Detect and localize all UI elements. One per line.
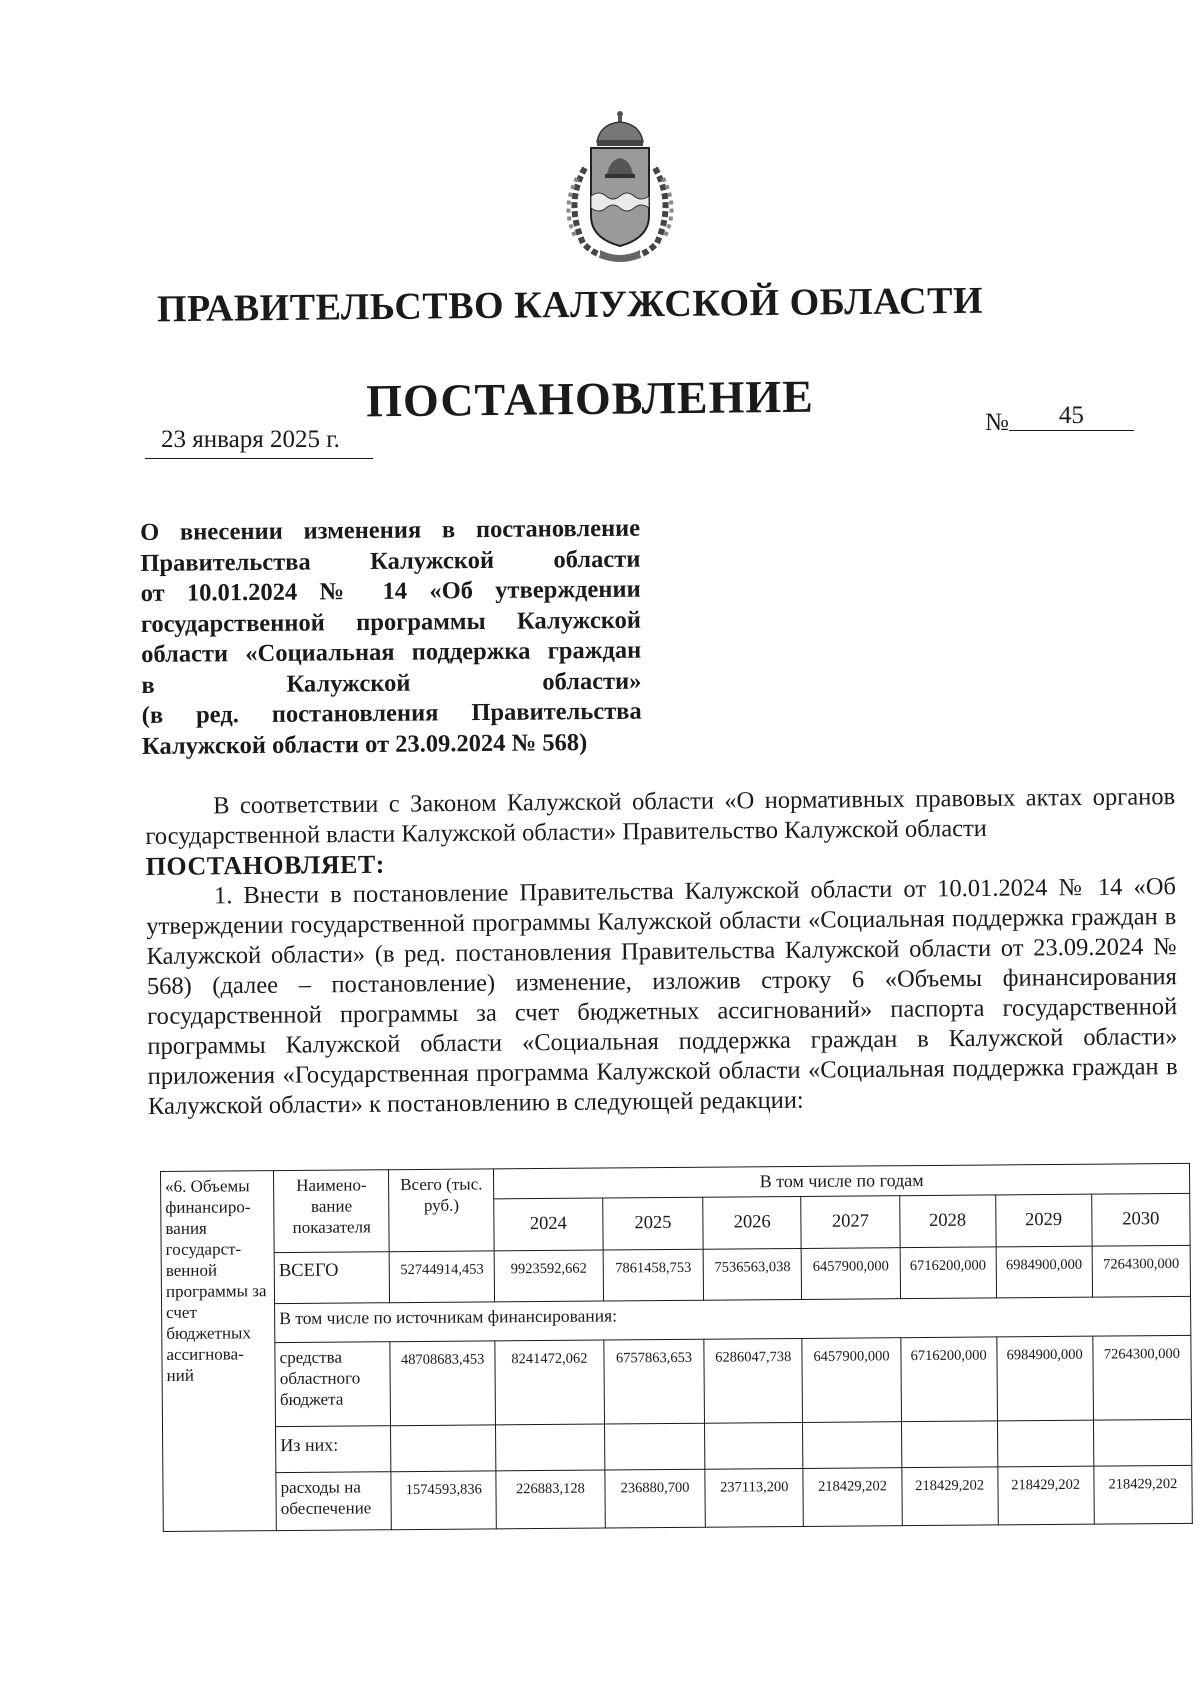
year-value: 218429,202: [901, 1467, 998, 1526]
document-type-title: ПОСТАНОВЛЕНИЕ: [365, 370, 815, 427]
year-value: 6716200,000: [900, 1337, 997, 1422]
year-value: 6286047,738: [704, 1338, 803, 1423]
year-value: 218429,202: [803, 1468, 902, 1527]
year-value: 9923592,662: [494, 1250, 603, 1302]
year-value: 226883,128: [496, 1470, 605, 1529]
row-total-value: 52744914,453: [390, 1251, 495, 1303]
header-year: 2024: [494, 1198, 603, 1251]
year-value: 236880,700: [605, 1469, 706, 1528]
document-number: [985, 402, 1134, 437]
table-row: [163, 1419, 1192, 1473]
header-year: 2030: [1091, 1193, 1190, 1246]
table-row: [163, 1465, 1192, 1531]
kaluga-coat-of-arms-icon: [555, 108, 685, 263]
year-value: 218429,202: [998, 1466, 1095, 1525]
header-year: 2027: [801, 1196, 900, 1249]
header-year: 2026: [703, 1196, 802, 1249]
row-label-cell: «6. Объемы финансиро-вания государст-венной программы за счет бюджетных ассигнова-ний: [161, 1171, 277, 1532]
header-year: 2025: [603, 1197, 704, 1250]
year-value: 7264300,000: [1093, 1335, 1192, 1420]
table-row: [161, 1245, 1190, 1304]
government-title: ПРАВИТЕЛЬСТВО КАЛУЖСКОЙ ОБЛАСТИ: [156, 279, 984, 331]
subject-line: в Калужской области»: [141, 667, 642, 699]
of-which-label: Из них:: [276, 1426, 392, 1473]
row-name: расходы на обеспечение: [276, 1472, 392, 1531]
document-date: 23 января 2025 г.: [145, 426, 373, 459]
year-value: 6984900,000: [996, 1246, 1092, 1298]
document-subject: [140, 514, 642, 762]
row-total-value: 48708683,453: [390, 1341, 495, 1426]
subject-line: О внесении изменения в постановление: [140, 514, 641, 546]
preamble-paragraph: В соответствии с Законом Калужской области «О нормативных правовых актах органов государственной власти Калужской области» Правительство Калужской области: [145, 783, 1176, 850]
header-years: В том числе по годам: [494, 1163, 1190, 1198]
year-value: 7536563,038: [703, 1248, 802, 1300]
subject-line: от 10.01.2024 № 14 «Об утверждении: [140, 575, 641, 607]
subject-line: (в ред. постановления Правительства: [141, 697, 642, 729]
row-name: ВСЕГО: [274, 1252, 390, 1304]
header-name: Наимено-вание показателя: [274, 1170, 390, 1253]
header-total: Всего (тыс. руб.): [389, 1169, 494, 1252]
subject-line: Правительства Калужской области: [140, 545, 641, 577]
table-row: [162, 1335, 1192, 1427]
row-name: средства областного бюджета: [275, 1342, 391, 1427]
subject-line: области «Социальная поддержка граждан: [141, 636, 642, 668]
header-year: 2028: [899, 1195, 995, 1248]
item-1-paragraph: 1. Внести в постановление Правительства Калужской области от 10.01.2024 № 14 «Об утверждении государственной программы Калужской области «Социальная поддержка граждан в Калужской области» (в ред. постановления Правительства Калужской области от 23.09.2024 № 568) (далее – постановление) изменение, изложив строку 6 «Объемы финансирования государственной программы за счет бюджетных ассигнований» паспорта государственной программы Калужской области «Социальная поддержка граждан в Калужской области» приложения «Государственная программа Калужской области «Социальная поддержка граждан в Калужской области» к постановлению в следующей редакции:: [146, 873, 1178, 1120]
year-value: 7264300,000: [1092, 1245, 1191, 1297]
row-total-value: 1574593,836: [391, 1471, 496, 1530]
number-label: №: [985, 409, 1009, 436]
subject-line: государственной программы Калужской: [140, 606, 642, 638]
year-value: 237113,200: [705, 1468, 804, 1527]
financing-table: [160, 1163, 1193, 1532]
year-value: 6457900,000: [802, 1338, 901, 1423]
year-value: 6457900,000: [802, 1248, 901, 1300]
subject-line: Калужской области от 23.09.2024 № 568): [141, 728, 588, 760]
year-value: 8241472,062: [495, 1340, 605, 1425]
document-body: [145, 782, 1178, 1122]
year-value: 6984900,000: [997, 1336, 1094, 1421]
header-year: 2029: [995, 1194, 1091, 1247]
decree-word: ПОСТАНОВЛЯЕТ:: [145, 849, 385, 881]
year-value: 6716200,000: [900, 1247, 996, 1299]
sources-header: В том числе по источникам финансирования:: [275, 1296, 1191, 1342]
number-value: 45: [1009, 402, 1134, 431]
year-value: 218429,202: [1094, 1465, 1193, 1524]
year-value: 7861458,753: [603, 1249, 704, 1301]
year-value: 6757863,653: [604, 1339, 705, 1424]
